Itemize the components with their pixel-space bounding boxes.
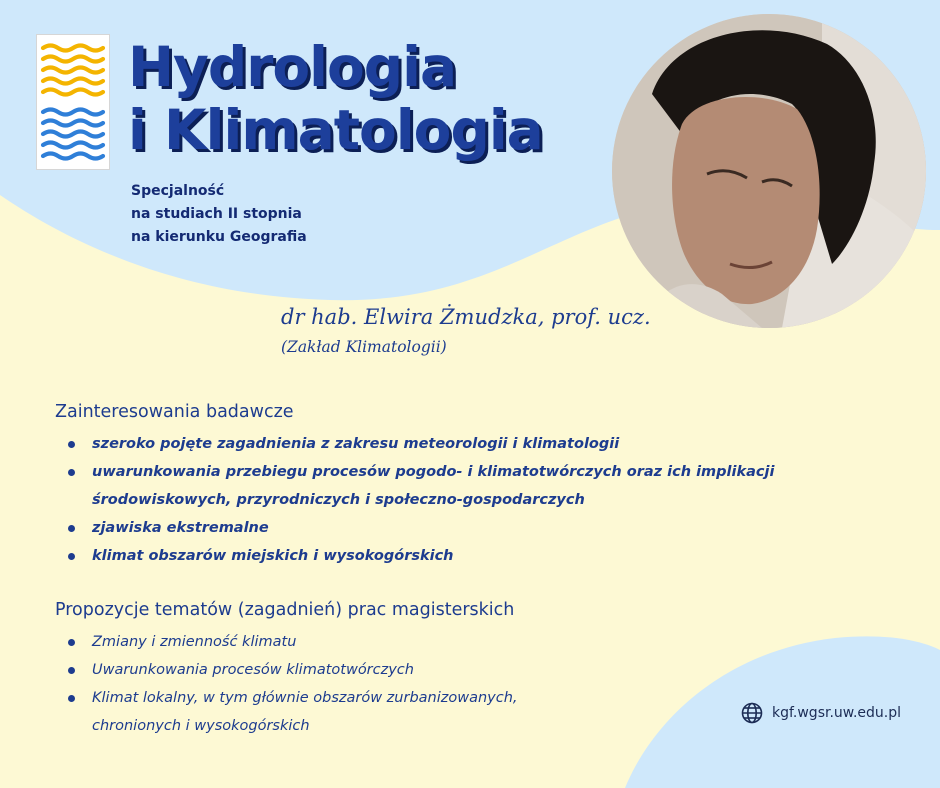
subtitle-line-2: na studiach II stopnia	[131, 206, 302, 222]
list-item: Zmiany i zmienność klimatu	[55, 628, 855, 656]
subtitle-line-3: na kierunku Geografia	[131, 229, 307, 245]
list-item	[55, 458, 855, 514]
list-item-line: środowiskowych, przyrodniczych i społeczno-gospodarczych	[92, 492, 585, 508]
research-interests-section	[55, 400, 855, 570]
portrait-photo	[612, 14, 926, 328]
program-logo	[36, 34, 110, 170]
list-item: Uwarunkowania procesów klimatotwórczych	[55, 656, 855, 684]
list-item: klimat obszarów miejskich i wysokogórskich	[55, 542, 855, 570]
website-url[interactable]: kgf.wgsr.uw.edu.pl	[772, 705, 901, 721]
subtitle	[131, 180, 307, 249]
person-name: dr hab. Elwira Żmudzka, prof. ucz.	[281, 305, 651, 329]
waves-logo-icon	[37, 35, 109, 169]
page-title	[128, 36, 543, 162]
list-item: zjawiska ekstremalne	[55, 514, 855, 542]
list-item: szeroko pojęte zagadnienia z zakresu meteorologii i klimatologii	[55, 430, 855, 458]
list-item-line: Klimat lokalny, w tym głównie obszarów zurbanizowanych,	[92, 690, 518, 706]
research-interests-heading: Zainteresowania badawcze	[55, 402, 294, 422]
thesis-topics-list	[55, 628, 855, 740]
title-line-2: i Klimatologia	[128, 98, 543, 162]
website-link[interactable]	[741, 702, 901, 724]
title-line-1: Hydrologia	[128, 35, 457, 99]
list-item-line: chronionych i wysokogórskich	[92, 718, 310, 734]
thesis-topics-heading: Propozycje tematów (zagadnień) prac magisterskich	[55, 600, 515, 620]
research-interests-list	[55, 430, 855, 570]
subtitle-line-1: Specjalność	[131, 183, 225, 199]
list-item	[55, 684, 855, 740]
globe-icon	[741, 702, 763, 724]
person-unit: (Zakład Klimatologii)	[281, 338, 447, 356]
thesis-topics-section	[55, 598, 855, 740]
list-item-line: uwarunkowania przebiegu procesów pogodo- i klimatotwórczych oraz ich implikacji	[92, 464, 775, 480]
